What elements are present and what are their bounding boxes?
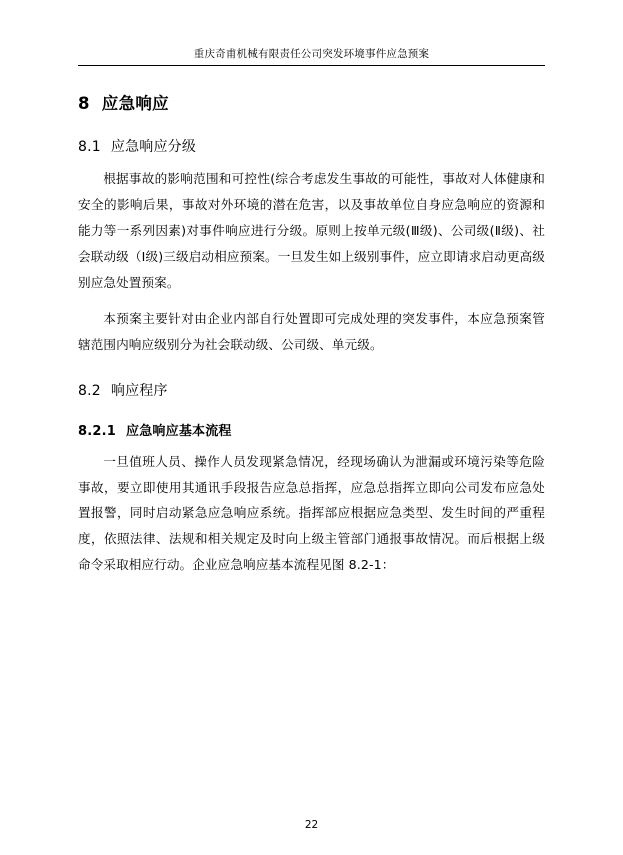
- section-number-8-2-1: 8.2.1: [78, 423, 117, 439]
- section-heading-8: [78, 90, 545, 114]
- paragraph-8-1-1: 根据事故的影响范围和可控性(综合考虑发生事故的可能性，事故对人体健康和安全的影响后果，事故对外环境的潜在危害，以及事故单位自身应急响应的资源和能力等一系列因素)对事件响应进行分级。原则上按单元级(Ⅲ级)、公司级(Ⅱ级)、社会联动级（Ⅰ级)三级启动相应预案。一旦发生如上级别事件，应立即请求启动更高级别应急处置预案。: [78, 171, 545, 290]
- section-heading-8-1: [78, 136, 545, 156]
- page-header: 重庆奇甫机械有限责任公司突发环境事件应急预案: [78, 46, 545, 66]
- section-number-8-2: 8.2: [78, 382, 101, 399]
- section-heading-8-2: [78, 380, 545, 400]
- section-title-8-2: 响应程序: [110, 382, 168, 399]
- paragraph-8-1-2: 本预案主要针对由企业内部自行处置即可完成处理的突发事件，本应急预案管辖范围内响应级别分为社会联动级、公司级、单元级。: [78, 310, 545, 352]
- paragraph-8-2-1-1: 一旦值班人员、操作人员发现紧急情况，经现场确认为泄漏或环境污染等危险事故，要立即使用其通讯手段报告应急总指挥，应急总指挥立即向公司发布应急处置报警，同时启动紧急应急响应系统。指挥部应根据应急类型、发生时间的严重程度，依照法律、法规和相关规定及时向上级主管部门通报事故情况。而后根据上级命令采取相应行动。企业应急响应基本流程见图 8.2-1：: [78, 453, 545, 573]
- section-title-8-2-1: 应急响应基本流程: [126, 423, 232, 439]
- section-number-8: 8: [78, 94, 90, 113]
- page-number: 22: [304, 819, 319, 831]
- section-title-8-1: 应急响应分级: [110, 139, 197, 155]
- section-title-8: 应急响应: [101, 94, 169, 113]
- page-content: [78, 46, 545, 578]
- section-number-8-1: 8.1: [78, 139, 101, 155]
- section-heading-8-2-1: [78, 420, 545, 439]
